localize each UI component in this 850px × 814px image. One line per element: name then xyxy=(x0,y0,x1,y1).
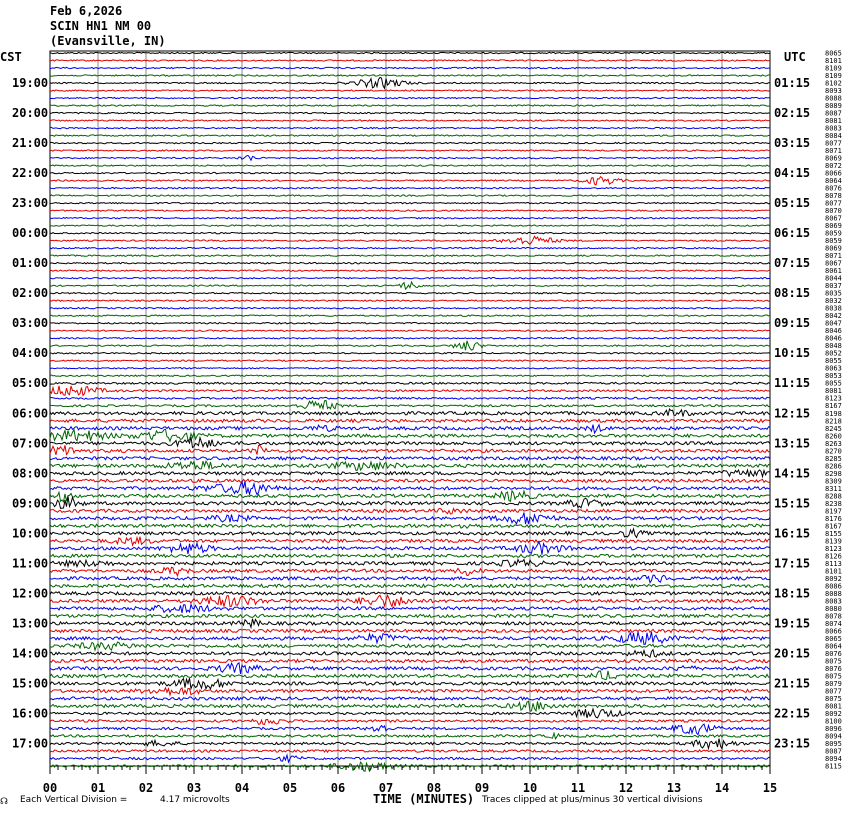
seismic-trace xyxy=(50,619,770,628)
header-station: SCIN HN1 NM 00 xyxy=(50,19,152,33)
trace-amplitude-label: 8084 xyxy=(825,132,842,141)
utc-hour-label: 10:15 xyxy=(774,346,811,361)
scale-value: 4.17 microvolts xyxy=(160,795,230,805)
cst-hour-label: 02:00 xyxy=(12,286,49,301)
utc-hour-label: 21:15 xyxy=(774,676,811,691)
cst-hour-label: 12:00 xyxy=(12,586,49,601)
trace-amplitude-label: 8061 xyxy=(825,267,842,276)
seismic-trace xyxy=(50,445,770,455)
trace-amplitude-label: 8094 xyxy=(825,732,842,741)
cst-hour-label: 00:00 xyxy=(12,226,49,241)
x-tick-label: 15 xyxy=(762,781,778,795)
seismic-trace xyxy=(50,605,770,613)
seismic-trace xyxy=(50,307,770,308)
cst-hour-label: 14:00 xyxy=(12,646,49,661)
utc-hour-label: 05:15 xyxy=(774,196,811,211)
trace-amplitude-label: 8093 xyxy=(825,87,842,96)
trace-amplitude-label: 8088 xyxy=(825,94,842,103)
x-tick-label: 04 xyxy=(234,781,250,795)
trace-amplitude-label: 8081 xyxy=(825,387,842,396)
cst-hour-label: 15:00 xyxy=(12,676,49,691)
utc-hour-label: 19:15 xyxy=(774,616,811,631)
x-tick-label: 12 xyxy=(618,781,634,795)
seismic-trace xyxy=(50,155,770,160)
cst-hour-label: 23:00 xyxy=(12,196,49,211)
seismic-trace xyxy=(50,709,770,718)
utc-hour-label: 18:15 xyxy=(774,586,811,601)
seismic-trace xyxy=(50,688,770,695)
seismic-trace xyxy=(50,559,770,566)
x-tick-label: 09 xyxy=(474,781,490,795)
seismic-trace xyxy=(50,567,770,575)
seismic-trace xyxy=(50,491,770,502)
trace-amplitude-label: 8260 xyxy=(825,432,842,441)
trace-amplitude-label: 8081 xyxy=(825,702,842,711)
trace-amplitude-label: 8067 xyxy=(825,214,842,223)
trace-amplitude-label: 8053 xyxy=(825,372,842,381)
seismic-trace xyxy=(50,353,770,354)
seismic-trace xyxy=(50,479,770,482)
trace-amplitude-label: 8080 xyxy=(825,604,842,613)
seismic-trace xyxy=(50,382,770,384)
seismic-trace xyxy=(50,592,770,595)
trace-amplitude-label: 8078 xyxy=(825,192,842,201)
seismic-trace xyxy=(50,341,770,350)
trace-amplitude-label: 8087 xyxy=(825,109,842,118)
seismic-trace xyxy=(50,496,770,508)
trace-amplitude-label: 8066 xyxy=(825,169,842,178)
x-tick-label: 06 xyxy=(330,781,346,795)
seismic-trace xyxy=(50,409,770,416)
cst-hour-label: 07:00 xyxy=(12,436,49,451)
trace-amplitude-label: 8055 xyxy=(825,357,842,366)
seismic-trace xyxy=(50,77,770,88)
trace-amplitude-label: 8176 xyxy=(825,514,842,523)
utc-hour-label: 07:15 xyxy=(774,256,811,271)
seismic-trace xyxy=(50,429,770,441)
cst-hour-label: 20:00 xyxy=(12,106,49,121)
seismic-trace xyxy=(50,386,770,396)
trace-amplitude-label: 8071 xyxy=(825,147,842,156)
cst-hour-label: 21:00 xyxy=(12,136,49,151)
trace-amplitude-label: 8071 xyxy=(825,252,842,261)
trace-amplitude-label: 8047 xyxy=(825,319,842,328)
utc-hour-label: 06:15 xyxy=(774,226,811,241)
seismic-trace xyxy=(50,542,770,555)
seismic-trace xyxy=(50,75,770,76)
cst-hour-label: 03:00 xyxy=(12,316,49,331)
trace-amplitude-label: 8101 xyxy=(825,57,842,66)
seismic-trace xyxy=(50,524,770,528)
cst-hour-label: 04:00 xyxy=(12,346,49,361)
trace-amplitude-label: 8083 xyxy=(825,124,842,133)
x-tick-label: 13 xyxy=(666,781,682,795)
seismic-trace xyxy=(50,678,770,689)
seismic-trace xyxy=(50,210,770,211)
trace-amplitude-label: 8078 xyxy=(825,612,842,621)
trace-amplitude-label: 8086 xyxy=(825,582,842,591)
seismic-trace xyxy=(50,650,770,658)
seismic-trace xyxy=(50,724,770,735)
cst-hour-label: 22:00 xyxy=(12,166,49,181)
trace-amplitude-label: 8052 xyxy=(825,349,842,358)
trace-amplitude-label: 8285 xyxy=(825,454,842,463)
trace-amplitude-label: 8072 xyxy=(825,162,842,171)
trace-amplitude-label: 8286 xyxy=(825,462,842,471)
trace-amplitude-label: 8081 xyxy=(825,117,842,126)
trace-amplitude-label: 8075 xyxy=(825,694,842,703)
x-tick-label: 08 xyxy=(426,781,442,795)
seismic-trace xyxy=(50,614,770,617)
trace-amplitude-label: 8123 xyxy=(825,394,842,403)
seismic-trace xyxy=(50,262,770,263)
trace-amplitude-label: 8079 xyxy=(825,679,842,688)
seismic-trace xyxy=(50,537,770,545)
x-tick-label: 05 xyxy=(282,781,298,795)
trace-amplitude-label: 8092 xyxy=(825,574,842,583)
seismic-trace xyxy=(50,150,770,151)
utc-hour-label: 11:15 xyxy=(774,376,811,391)
seismic-trace xyxy=(50,360,770,361)
seismic-trace xyxy=(50,127,770,128)
corner-mark: ☊ xyxy=(0,797,8,807)
trace-amplitude-label: 8046 xyxy=(825,327,842,336)
trace-amplitude-label: 8092 xyxy=(825,709,842,718)
seismic-trace xyxy=(50,461,770,470)
utc-hour-label: 02:15 xyxy=(774,106,811,121)
trace-amplitude-label: 8100 xyxy=(825,717,842,726)
seismic-trace xyxy=(50,419,770,422)
utc-hour-label: 04:15 xyxy=(774,166,811,181)
trace-amplitude-label: 8155 xyxy=(825,529,842,538)
seismic-trace xyxy=(50,255,770,256)
trace-amplitude-label: 8070 xyxy=(825,207,842,216)
left-timezone-title: CST xyxy=(0,50,22,64)
cst-hour-label: 10:00 xyxy=(12,526,49,541)
seismic-trace xyxy=(50,187,770,188)
seismic-trace xyxy=(50,437,770,447)
trace-amplitude-label: 8309 xyxy=(825,477,842,486)
utc-hour-label: 22:15 xyxy=(774,706,811,721)
trace-amplitude-label: 8245 xyxy=(825,424,842,433)
utc-hour-label: 12:15 xyxy=(774,406,811,421)
seismic-trace xyxy=(50,470,770,477)
trace-amplitude-label: 8038 xyxy=(825,304,842,313)
trace-amplitude-label: 8059 xyxy=(825,237,842,246)
seismic-trace xyxy=(50,60,770,61)
trace-amplitude-label: 8067 xyxy=(825,259,842,268)
x-tick-label: 01 xyxy=(90,781,106,795)
cst-hour-label: 16:00 xyxy=(12,706,49,721)
cst-hour-label: 06:00 xyxy=(12,406,49,421)
cst-hour-label: 01:00 xyxy=(12,256,49,271)
trace-amplitude-label: 8035 xyxy=(825,289,842,298)
x-tick-label: 00 xyxy=(42,781,58,795)
trace-amplitude-label: 8311 xyxy=(825,484,842,493)
trace-amplitude-label: 8238 xyxy=(825,499,842,508)
seismic-trace xyxy=(50,733,770,739)
trace-amplitude-label: 8101 xyxy=(825,567,842,576)
trace-amplitude-label: 8059 xyxy=(825,229,842,238)
trace-amplitude-label: 8064 xyxy=(825,642,842,651)
seismic-trace xyxy=(50,338,770,339)
utc-hour-label: 03:15 xyxy=(774,136,811,151)
seismic-trace xyxy=(50,584,770,587)
trace-amplitude-label: 8109 xyxy=(825,72,842,81)
utc-hour-label: 20:15 xyxy=(774,646,811,661)
header-location: (Evansville, IN) xyxy=(50,34,166,48)
trace-amplitude-label: 8083 xyxy=(825,597,842,606)
trace-amplitude-label: 8263 xyxy=(825,439,842,448)
seismic-trace xyxy=(50,701,770,711)
trace-amplitude-label: 8088 xyxy=(825,589,842,598)
trace-amplitude-label: 8298 xyxy=(825,469,842,478)
trace-amplitude-label: 8064 xyxy=(825,177,842,186)
seismic-trace xyxy=(50,217,770,218)
seismic-trace xyxy=(50,202,770,203)
seismic-trace xyxy=(50,90,770,91)
seismic-trace xyxy=(50,425,770,433)
seismic-trace xyxy=(50,172,770,173)
seismic-trace xyxy=(50,270,770,271)
cst-hour-label: 11:00 xyxy=(12,556,49,571)
trace-amplitude-label: 8123 xyxy=(825,544,842,553)
utc-hour-label: 08:15 xyxy=(774,286,811,301)
seismic-trace xyxy=(50,97,770,98)
trace-amplitude-label: 8042 xyxy=(825,312,842,321)
seismic-trace xyxy=(50,719,770,724)
seismic-trace xyxy=(50,165,770,166)
seismic-trace xyxy=(50,67,770,68)
trace-amplitude-label: 8046 xyxy=(825,334,842,343)
cst-hour-label: 05:00 xyxy=(12,376,49,391)
trace-amplitude-label: 8074 xyxy=(825,619,842,628)
seismic-trace xyxy=(50,513,770,524)
seismic-trace xyxy=(50,481,770,494)
trace-amplitude-label: 8077 xyxy=(825,139,842,148)
x-tick-label: 14 xyxy=(714,781,730,795)
trace-amplitude-label: 8218 xyxy=(825,417,842,426)
seismic-trace xyxy=(50,671,770,680)
utc-hour-label: 01:15 xyxy=(774,76,811,91)
trace-amplitude-label: 8069 xyxy=(825,244,842,253)
seismic-trace xyxy=(50,225,770,226)
trace-amplitude-label: 8115 xyxy=(825,762,842,771)
trace-amplitude-label: 8198 xyxy=(825,409,842,418)
trace-amplitude-label: 8139 xyxy=(825,537,842,546)
utc-hour-label: 13:15 xyxy=(774,436,811,451)
header-date: Feb 6,2026 xyxy=(50,4,123,18)
trace-amplitude-label: 8066 xyxy=(825,627,842,636)
seismic-trace xyxy=(50,375,770,376)
trace-amplitude-label: 8065 xyxy=(825,634,842,643)
seismic-trace xyxy=(50,659,770,662)
seismic-trace xyxy=(50,247,770,248)
right-timezone-title: UTC xyxy=(784,50,806,64)
seismic-trace xyxy=(50,135,770,136)
trace-amplitude-label: 8069 xyxy=(825,154,842,163)
trace-amplitude-label: 8069 xyxy=(825,222,842,231)
trace-amplitude-label: 8048 xyxy=(825,342,842,351)
trace-amplitude-label: 8089 xyxy=(825,102,842,111)
seismic-trace xyxy=(50,629,770,632)
utc-hour-label: 16:15 xyxy=(774,526,811,541)
seismic-trace xyxy=(50,508,770,514)
trace-amplitude-label: 8077 xyxy=(825,199,842,208)
trace-amplitude-label: 8075 xyxy=(825,657,842,666)
trace-amplitude-label: 8077 xyxy=(825,687,842,696)
seismic-trace xyxy=(50,400,770,408)
trace-amplitude-label: 8075 xyxy=(825,672,842,681)
seismic-trace xyxy=(50,52,770,53)
x-tick-label: 02 xyxy=(138,781,154,795)
seismic-trace xyxy=(50,300,770,301)
utc-hour-label: 15:15 xyxy=(774,496,811,511)
seismic-trace xyxy=(50,195,770,196)
seismic-trace xyxy=(50,112,770,113)
cst-hour-label: 17:00 xyxy=(12,736,49,751)
cst-hour-label: 19:00 xyxy=(12,76,49,91)
seismic-trace xyxy=(50,315,770,316)
utc-hour-label: 09:15 xyxy=(774,316,811,331)
trace-amplitude-label: 8095 xyxy=(825,739,842,748)
trace-amplitude-label: 8063 xyxy=(825,364,842,373)
trace-amplitude-label: 8113 xyxy=(825,559,842,568)
trace-amplitude-label: 8167 xyxy=(825,522,842,531)
trace-amplitude-label: 8044 xyxy=(825,274,842,283)
seismic-trace xyxy=(50,739,770,749)
trace-amplitude-label: 8087 xyxy=(825,747,842,756)
trace-amplitude-label: 8197 xyxy=(825,507,842,516)
trace-amplitude-label: 8096 xyxy=(825,724,842,733)
trace-amplitude-label: 8288 xyxy=(825,492,842,501)
seismic-trace xyxy=(50,554,770,557)
trace-amplitude-label: 8102 xyxy=(825,79,842,88)
seismic-trace xyxy=(50,142,770,143)
trace-amplitude-label: 8055 xyxy=(825,379,842,388)
trace-amplitude-label: 8094 xyxy=(825,754,842,763)
scale-label: Each Vertical Division = xyxy=(20,795,128,805)
seismic-trace xyxy=(50,236,770,244)
x-tick-label: 03 xyxy=(186,781,202,795)
seismic-trace xyxy=(50,755,770,762)
cst-hour-label: 08:00 xyxy=(12,466,49,481)
trace-amplitude-label: 8167 xyxy=(825,402,842,411)
seismic-trace xyxy=(50,632,770,645)
trace-amplitude-label: 8032 xyxy=(825,297,842,306)
seismic-trace xyxy=(50,232,770,233)
x-tick-label: 11 xyxy=(570,781,586,795)
seismic-trace xyxy=(50,575,770,582)
trace-amplitude-label: 8076 xyxy=(825,649,842,658)
seismic-trace xyxy=(50,368,770,369)
seismic-trace xyxy=(50,277,770,278)
cst-hour-label: 13:00 xyxy=(12,616,49,631)
trace-amplitude-label: 8076 xyxy=(825,664,842,673)
utc-hour-label: 14:15 xyxy=(774,466,811,481)
seismic-trace xyxy=(50,750,770,752)
seismic-trace xyxy=(50,282,770,289)
seismic-trace xyxy=(50,697,770,700)
x-tick-label: 07 xyxy=(378,781,394,795)
trace-amplitude-label: 8037 xyxy=(825,282,842,291)
seismic-trace xyxy=(50,457,770,460)
seismic-trace xyxy=(50,397,770,399)
x-axis-title: TIME (MINUTES) xyxy=(373,792,475,806)
seismic-trace xyxy=(50,330,770,331)
seismic-trace xyxy=(50,529,770,538)
seismic-trace xyxy=(50,663,770,674)
cst-hour-label: 09:00 xyxy=(12,496,49,511)
trace-amplitude-label: 8126 xyxy=(825,552,842,561)
trace-amplitude-label: 8109 xyxy=(825,64,842,73)
seismic-trace xyxy=(50,177,770,185)
trace-amplitude-label: 8270 xyxy=(825,447,842,456)
trace-amplitude-label: 8065 xyxy=(825,49,842,58)
clip-note: Traces clipped at plus/minus 30 vertical divisions xyxy=(482,795,703,805)
trace-amplitude-label: 8076 xyxy=(825,184,842,193)
utc-hour-label: 23:15 xyxy=(774,736,811,751)
seismic-trace xyxy=(50,322,770,323)
seismic-trace xyxy=(50,105,770,106)
utc-hour-label: 17:15 xyxy=(774,556,811,571)
seismic-trace xyxy=(50,120,770,121)
seismic-trace xyxy=(50,292,770,293)
x-tick-label: 10 xyxy=(522,781,538,795)
